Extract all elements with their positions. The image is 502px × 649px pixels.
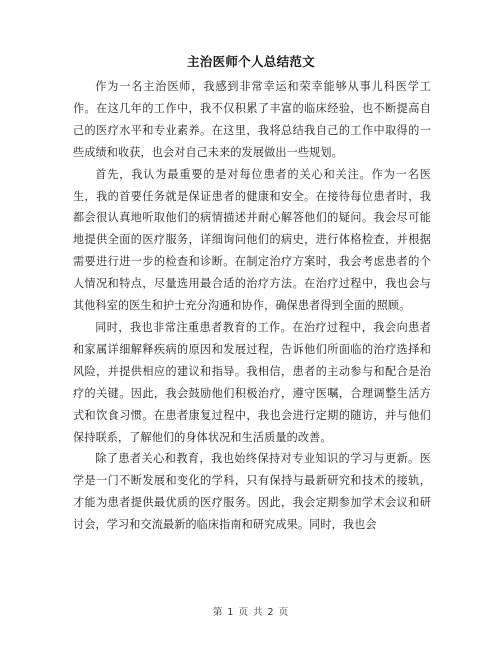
document-title: 主治医师个人总结范文 [186,54,315,69]
paragraph-4: 除了患者关心和教育，我也始终保持对专业知识的学习与更新。医学是一门不断发展和变化的学科，只有保持与最新研究和技术的接轨，才能为患者提供最优质的医疗服务。因此，我会定期参加学术会议和研讨会，学习和交流最新的临床指南和研究成果。同时，我也会 [73,452,431,532]
page-number-footer: 第 1 页 共 2 页 [212,607,290,618]
paragraph-3: 同时，我也非常注重患者教育的工作。在治疗过程中，我会向患者和家属详细解释疾病的原因和发展过程，告诉他们所面临的治疗选择和风险，并提供相应的建议和指导。我相信，患者的主动参与和配合是治疗的关键。因此，我会鼓励他们积极治疗，遵守医嘱，合理调整生活方式和饮食习惯。在患者康复过程中，我也会进行定期的随访，并与他们保持联系，了解他们的身体状况和生活质量的改善。 [73,320,431,444]
paragraph-2: 首先，我认为最重要的是对每位患者的关心和关注。作为一名医生，我的首要任务就是保证患者的健康和安全。在接待每位患者时，我都会很认真地听取他们的病情描述并耐心解答他们的疑问。我会尽可能地提供全面的医疗服务，详细询问他们的病史，进行体格检查，并根据需要进行进一步的检查和诊断。在制定治疗方案时，我会考虑患者的个人情况和特点，尽量选用最合适的治疗方法。在治疗过程中，我也会与其他科室的医生和护士充分沟通和协作，确保患者得到全面的照顾。 [73,167,431,313]
document-body [73,76,431,536]
paragraph-1: 作为一名主治医师，我感到非常幸运和荣幸能够从事儿科医学工作。在这几年的工作中，我不仅积累了丰富的临床经验，也不断提高自己的医疗水平和专业素养。在这里，我将总结我自己的工作中取得的一些成绩和收获，也会对自己未来的发展做出一些规划。 [73,80,431,159]
